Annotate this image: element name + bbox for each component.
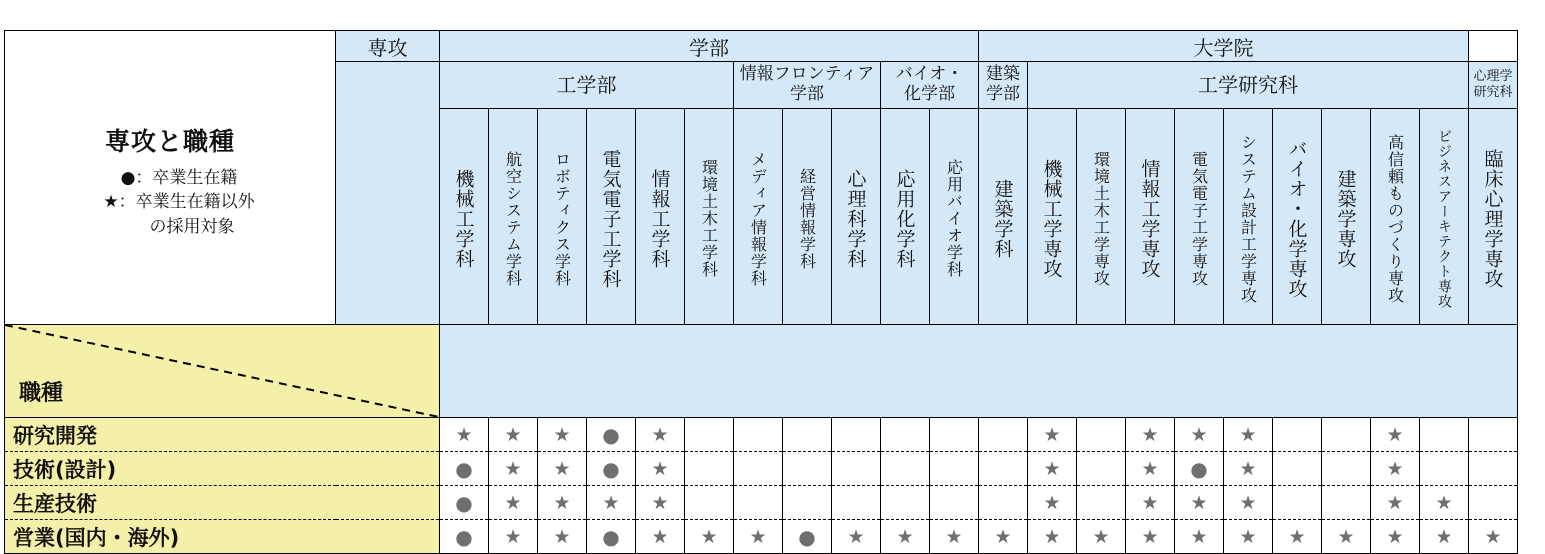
header-group-undergrad: 学部 <box>440 31 979 62</box>
star-icon: ★ <box>1092 525 1110 548</box>
cell-r1-c11 <box>979 452 1028 486</box>
cell-r0-c14 <box>1126 418 1175 452</box>
star-icon: ★ <box>1337 525 1355 548</box>
cell-r2-c2 <box>538 486 587 520</box>
cell-r1-c2 <box>538 452 587 486</box>
dept-management-info: 経営情報学科 <box>783 109 832 325</box>
star-icon: ★ <box>504 423 522 446</box>
cell-r2-c6 <box>734 486 783 520</box>
cell-r3-c15 <box>1175 520 1224 554</box>
star-icon: ★ <box>1386 423 1404 446</box>
cell-r3-c1 <box>489 520 538 554</box>
cell-r2-c8 <box>832 486 881 520</box>
star-icon: ★ <box>1190 491 1208 514</box>
cell-r0-c13 <box>1077 418 1126 452</box>
cell-r3-c7 <box>783 520 832 554</box>
cell-r0-c6 <box>734 418 783 452</box>
cell-r1-c12 <box>1028 452 1077 486</box>
cell-r3-c14 <box>1126 520 1175 554</box>
star-icon: ★ <box>1043 457 1061 480</box>
cell-r3-c12 <box>1028 520 1077 554</box>
dept-electrical: 電気電子工学科 <box>587 109 636 325</box>
star-icon: ★ <box>651 423 669 446</box>
cell-r0-c5 <box>685 418 734 452</box>
cell-r0-c0 <box>440 418 489 452</box>
cell-r1-c1 <box>489 452 538 486</box>
job-type-header <box>5 325 440 418</box>
header-major-spacer <box>336 62 440 325</box>
cell-r3-c4 <box>636 520 685 554</box>
cell-r1-c21 <box>1469 452 1518 486</box>
star-icon: ★ <box>945 525 963 548</box>
dept-bio-chem-grad: バイオ・化学専攻 <box>1273 109 1322 325</box>
cell-r0-c9 <box>881 418 930 452</box>
cell-r0-c1 <box>489 418 538 452</box>
cell-r1-c3 <box>587 452 636 486</box>
circle-icon: ● <box>602 524 620 549</box>
cell-r3-c3 <box>587 520 636 554</box>
row-label: 技術(設計) <box>5 452 440 486</box>
cell-r3-c16 <box>1224 520 1273 554</box>
dept-media-info: メディア情報学科 <box>734 109 783 325</box>
cell-r1-c9 <box>881 452 930 486</box>
cell-r1-c10 <box>930 452 979 486</box>
cell-r1-c16 <box>1224 452 1273 486</box>
header-sub-info-frontier: 情報フロンティア 学部 <box>734 62 881 109</box>
dept-reliable-mfg-grad: 高信頼ものづくり専攻 <box>1371 109 1420 325</box>
star-icon: ★ <box>553 491 571 514</box>
star-icon: ★ <box>553 423 571 446</box>
star-icon: ★ <box>1386 491 1404 514</box>
circle-icon: ● <box>455 524 473 549</box>
dept-robotics: ロボティクス学科 <box>538 109 587 325</box>
cell-r2-c1 <box>489 486 538 520</box>
dept-psychology: 心理科学科 <box>832 109 881 325</box>
dept-applied-bio: 応用バイオ学科 <box>930 109 979 325</box>
star-icon: ★ <box>602 491 620 514</box>
star-icon: ★ <box>994 525 1012 548</box>
cell-r1-c0 <box>440 452 489 486</box>
cell-r1-c8 <box>832 452 881 486</box>
header-sub-bio-chem: バイオ・ 化学部 <box>881 62 979 109</box>
cell-r0-c19 <box>1371 418 1420 452</box>
cell-r1-c6 <box>734 452 783 486</box>
cell-r0-c21 <box>1469 418 1518 452</box>
table-row <box>5 452 1518 486</box>
header-filler <box>440 325 1518 418</box>
major-job-matrix <box>4 30 1518 554</box>
star-icon: ★ <box>553 457 571 480</box>
cell-r0-c2 <box>538 418 587 452</box>
star-icon: ★ <box>749 525 767 548</box>
cell-r3-c11 <box>979 520 1028 554</box>
star-icon: ★ <box>1484 525 1502 548</box>
cell-r1-c15 <box>1175 452 1224 486</box>
row-label: 生産技術 <box>5 486 440 520</box>
cell-r2-c11 <box>979 486 1028 520</box>
star-icon: ★ <box>504 525 522 548</box>
cell-r2-c10 <box>930 486 979 520</box>
cell-r2-c21 <box>1469 486 1518 520</box>
star-icon: ★ <box>1239 525 1257 548</box>
star-icon: ★ <box>455 423 473 446</box>
cell-r3-c10 <box>930 520 979 554</box>
star-icon: ★ <box>651 457 669 480</box>
star-icon: ★ <box>1141 423 1159 446</box>
dept-clinical-psych-grad: 臨床心理学専攻 <box>1469 109 1518 325</box>
cell-r3-c2 <box>538 520 587 554</box>
star-icon: ★ <box>1141 491 1159 514</box>
star-icon: ★ <box>1435 525 1453 548</box>
cell-r2-c0 <box>440 486 489 520</box>
cell-r0-c15 <box>1175 418 1224 452</box>
circle-icon: ● <box>455 490 473 515</box>
dept-applied-chem: 応用化学科 <box>881 109 930 325</box>
star-icon: ★ <box>1190 525 1208 548</box>
dept-electrical-grad: 電気電子工学専攻 <box>1175 109 1224 325</box>
star-icon: ★ <box>1239 457 1257 480</box>
star-icon: ★ <box>1386 457 1404 480</box>
page-title: 専攻と職種 <box>104 126 235 156</box>
cell-r2-c13 <box>1077 486 1126 520</box>
star-icon: ★ <box>651 491 669 514</box>
star-icon: ★ <box>651 525 669 548</box>
cell-r1-c7 <box>783 452 832 486</box>
cell-r2-c12 <box>1028 486 1077 520</box>
cell-r1-c14 <box>1126 452 1175 486</box>
cell-r0-c8 <box>832 418 881 452</box>
cell-r2-c17 <box>1273 486 1322 520</box>
cell-r1-c19 <box>1371 452 1420 486</box>
row-label: 研究開発 <box>5 418 440 452</box>
cell-r2-c16 <box>1224 486 1273 520</box>
title-block <box>5 31 336 325</box>
star-icon: ★ <box>1043 423 1061 446</box>
star-icon: ★ <box>1239 423 1257 446</box>
dept-system-design-grad: システム設計工学専攻 <box>1224 109 1273 325</box>
cell-r2-c5 <box>685 486 734 520</box>
table-row <box>5 486 1518 520</box>
cell-r1-c5 <box>685 452 734 486</box>
dept-civil-env: 環境土木工学科 <box>685 109 734 325</box>
table-row <box>5 520 1518 554</box>
circle-icon: ● <box>602 422 620 447</box>
star-icon: ★ <box>700 525 718 548</box>
cell-r3-c0 <box>440 520 489 554</box>
cell-r3-c19 <box>1371 520 1420 554</box>
star-icon: ★ <box>847 525 865 548</box>
cell-r1-c20 <box>1420 452 1469 486</box>
circle-icon: ● <box>1190 456 1208 481</box>
cell-r2-c4 <box>636 486 685 520</box>
cell-r0-c11 <box>979 418 1028 452</box>
header-major-label: 専攻 <box>336 31 440 62</box>
row-label: 営業(国内・海外) <box>5 520 440 554</box>
cell-r1-c13 <box>1077 452 1126 486</box>
star-icon: ★ <box>1141 525 1159 548</box>
circle-icon: ● <box>602 456 620 481</box>
cell-r3-c5 <box>685 520 734 554</box>
cell-r3-c17 <box>1273 520 1322 554</box>
cell-r2-c3 <box>587 486 636 520</box>
legend-item-1: ★：卒業生在籍以外 <box>103 192 255 213</box>
legend-item-2: の採用対象 <box>149 216 235 237</box>
cell-r2-c14 <box>1126 486 1175 520</box>
cell-r1-c4 <box>636 452 685 486</box>
header-sub-eng-grad: 工学研究科 <box>1028 62 1469 109</box>
star-icon: ★ <box>1043 491 1061 514</box>
cell-r3-c9 <box>881 520 930 554</box>
cell-r2-c20 <box>1420 486 1469 520</box>
dept-architecture: 建築学科 <box>979 109 1028 325</box>
cell-r1-c18 <box>1322 452 1371 486</box>
star-icon: ★ <box>504 457 522 480</box>
cell-r0-c10 <box>930 418 979 452</box>
cell-r2-c15 <box>1175 486 1224 520</box>
header-sub-architecture: 建築 学部 <box>979 62 1028 109</box>
cell-r3-c20 <box>1420 520 1469 554</box>
dept-civil-env-grad: 環境土木工学専攻 <box>1077 109 1126 325</box>
cell-r3-c13 <box>1077 520 1126 554</box>
cell-r1-c17 <box>1273 452 1322 486</box>
circle-icon: ● <box>455 456 473 481</box>
cell-r2-c18 <box>1322 486 1371 520</box>
cell-r0-c3 <box>587 418 636 452</box>
dept-aerospace: 航空システム学科 <box>489 109 538 325</box>
cell-r0-c4 <box>636 418 685 452</box>
diagonal-divider-icon <box>5 325 439 417</box>
matrix-body <box>5 418 1518 554</box>
star-icon: ★ <box>1435 491 1453 514</box>
star-icon: ★ <box>504 491 522 514</box>
cell-r0-c18 <box>1322 418 1371 452</box>
dept-mechanical: 機械工学科 <box>440 109 489 325</box>
cell-r3-c6 <box>734 520 783 554</box>
header-group-grad: 大学院 <box>979 31 1469 62</box>
star-icon: ★ <box>553 525 571 548</box>
star-icon: ★ <box>1043 525 1061 548</box>
cell-r2-c19 <box>1371 486 1420 520</box>
star-icon: ★ <box>896 525 914 548</box>
dept-information: 情報工学科 <box>636 109 685 325</box>
cell-r2-c9 <box>881 486 930 520</box>
cell-r0-c20 <box>1420 418 1469 452</box>
star-icon: ★ <box>1288 525 1306 548</box>
dept-business-architect-grad: ビジネスアーキテクト専攻 <box>1420 109 1469 325</box>
cell-r0-c12 <box>1028 418 1077 452</box>
cell-r0-c17 <box>1273 418 1322 452</box>
cell-r0-c16 <box>1224 418 1273 452</box>
cell-r3-c18 <box>1322 520 1371 554</box>
star-icon: ★ <box>1190 423 1208 446</box>
legend-item-0: ●：卒業生在籍 <box>120 167 238 188</box>
cell-r2-c7 <box>783 486 832 520</box>
circle-icon: ● <box>798 524 816 549</box>
header-sub-engineering: 工学部 <box>440 62 734 109</box>
cell-r3-c8 <box>832 520 881 554</box>
dept-information-grad: 情報工学専攻 <box>1126 109 1175 325</box>
header-sub-psychology-grad: 心理学 研究科 <box>1469 62 1518 109</box>
cell-r3-c21 <box>1469 520 1518 554</box>
star-icon: ★ <box>1386 525 1404 548</box>
legend <box>5 166 335 240</box>
cell-r0-c7 <box>783 418 832 452</box>
job-type-label: 職種 <box>19 381 64 406</box>
dept-architecture-grad: 建築学専攻 <box>1322 109 1371 325</box>
dept-mechanical-grad: 機械工学専攻 <box>1028 109 1077 325</box>
table-row <box>5 418 1518 452</box>
star-icon: ★ <box>1141 457 1159 480</box>
star-icon: ★ <box>1239 491 1257 514</box>
